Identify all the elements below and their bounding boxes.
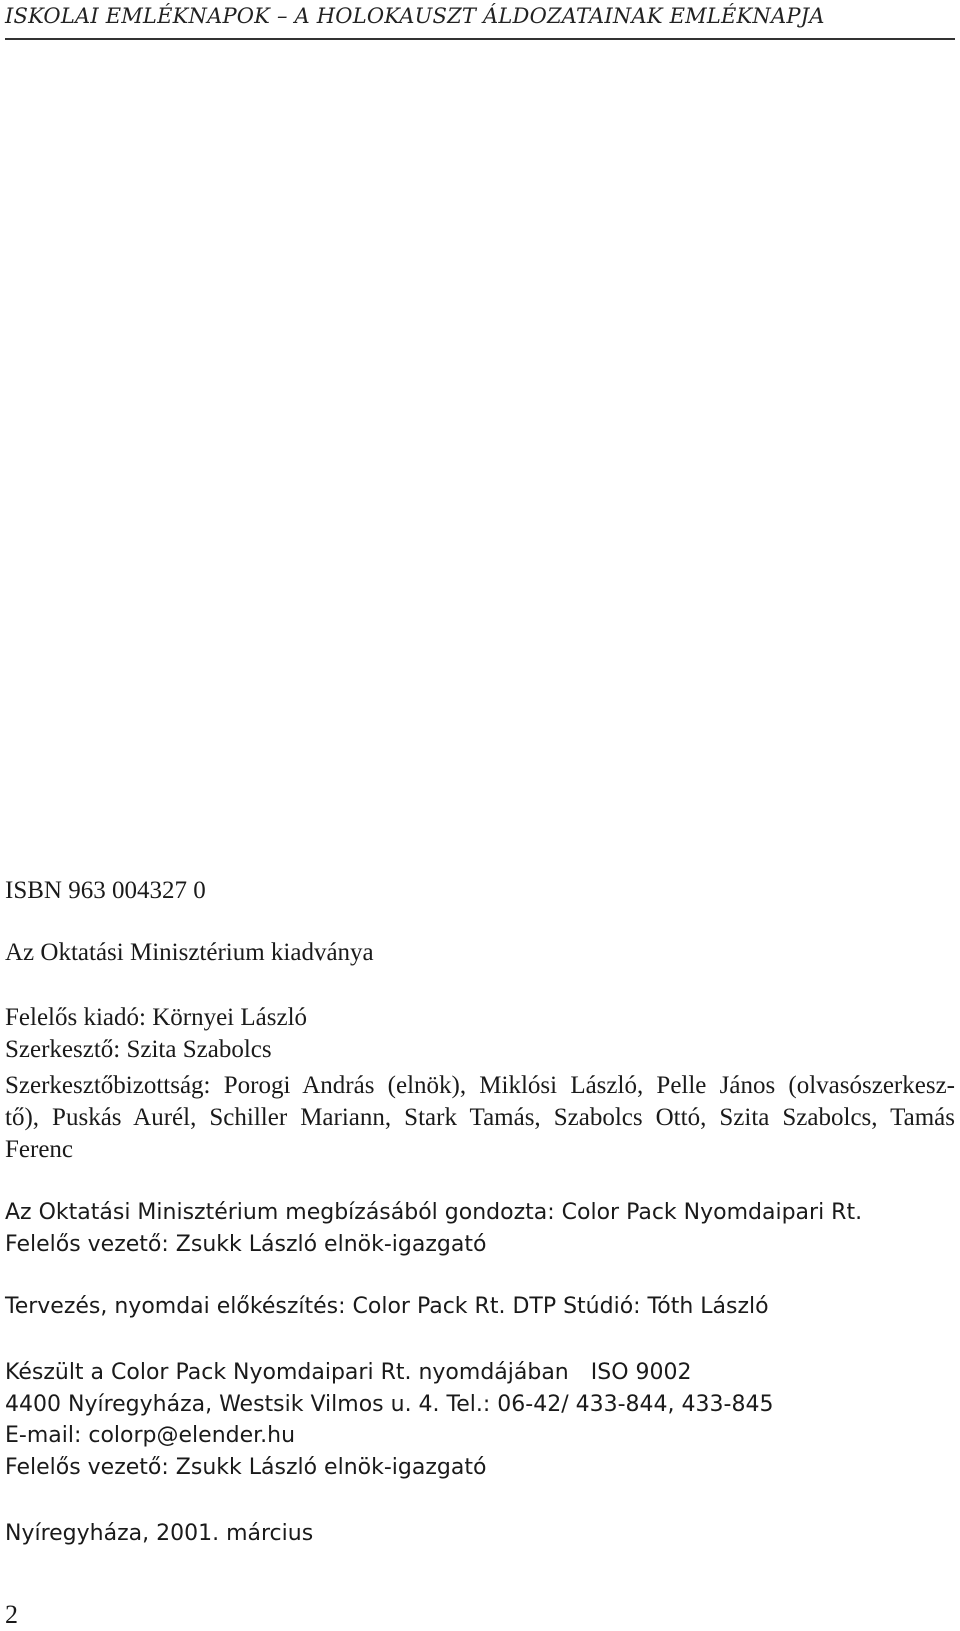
managed-by-line: Az Oktatási Minisztérium megbízásából gondozta: Color Pack Nyomdaipari Rt. — [5, 1200, 863, 1225]
isbn-line: ISBN 963 004327 0 — [5, 877, 206, 904]
printed-at-text: Készült a Color Pack Nyomdaipari Rt. nyomdájában — [5, 1360, 569, 1385]
editor-line: Szerkesztő: Szita Szabolcs — [5, 1036, 272, 1063]
editorial-board-line: Ferenc — [5, 1136, 74, 1163]
running-header-title: ISKOLAI EMLÉKNAPOK – A HOLOKAUSZT ÁLDOZATAINAK EMLÉKNAPJA — [5, 4, 825, 28]
running-header — [5, 0, 955, 40]
email-line: E-mail: colorp@elender.hu — [5, 1423, 296, 1448]
publisher-line: Az Oktatási Minisztérium kiadványa — [5, 939, 374, 966]
editorial-board-line: tő), Puskás Aurél, Schiller Mariann, Stark Tamás, Szabolcs Ottó, Szita Szabolcs, Tamás — [5, 1104, 955, 1131]
editorial-board-line: Szerkesztőbizottság: Porogi András (elnök), Miklósi László, Pelle János (olvasószerkesz- — [5, 1072, 955, 1099]
page-number: 2 — [5, 1600, 18, 1629]
address-line: 4400 Nyíregyháza, Westsik Vilmos u. 4. Tel.: 06-42/ 433-844, 433-845 — [5, 1392, 774, 1417]
manager-line: Felelős vezető: Zsukk László elnök-igazgató — [5, 1232, 487, 1257]
design-line: Tervezés, nyomdai előkészítés: Color Pack Rt. DTP Stúdió: Tóth László — [5, 1294, 769, 1319]
editorial-board — [5, 1070, 955, 1166]
manager-line-2: Felelős vezető: Zsukk László elnök-igazgató — [5, 1455, 487, 1480]
printed-at-line — [5, 1362, 692, 1384]
date-line: Nyíregyháza, 2001. március — [5, 1521, 314, 1546]
responsible-publisher: Felelős kiadó: Környei László — [5, 1004, 308, 1031]
iso-certification: ISO 9002 — [590, 1360, 692, 1385]
